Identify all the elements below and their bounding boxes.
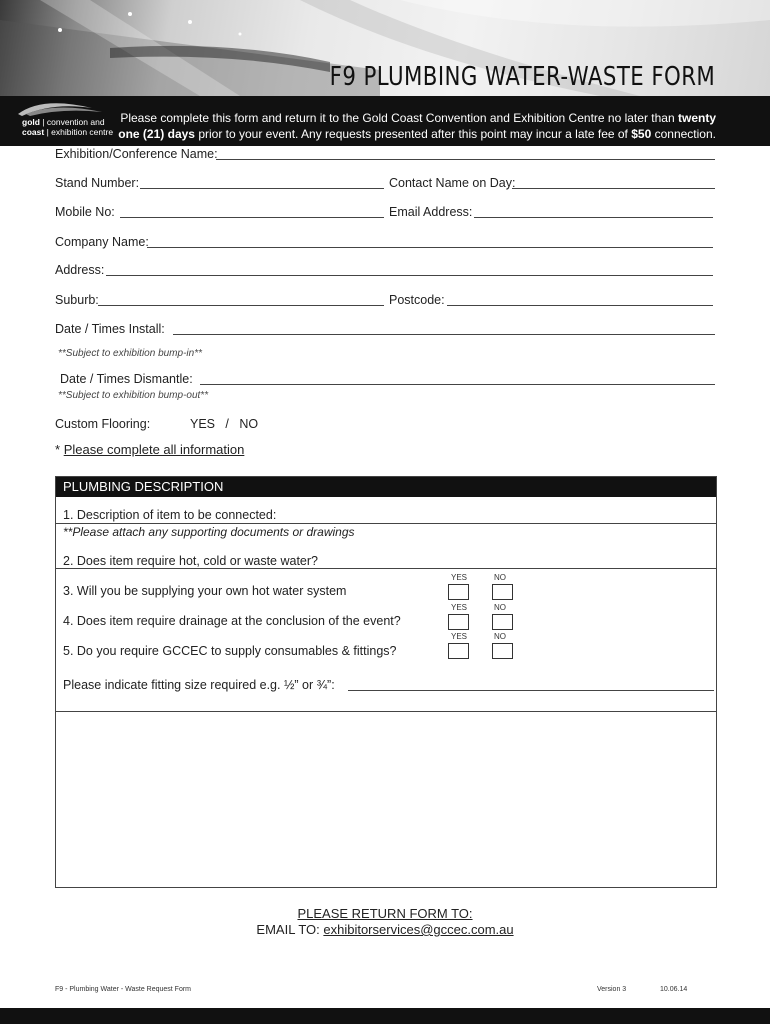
plumbing-section — [55, 476, 717, 888]
flooring-options[interactable]: YES / NO — [190, 417, 259, 431]
dismantle-field[interactable] — [200, 384, 715, 385]
fitting-size-field[interactable] — [348, 690, 714, 691]
q4-yes-checkbox[interactable] — [448, 614, 469, 630]
question-2-line[interactable] — [56, 568, 716, 569]
q4-no-checkbox[interactable] — [492, 614, 513, 630]
stand-label: Stand Number: — [55, 176, 140, 190]
exhibition-label: Exhibition/Conference Name: — [55, 147, 218, 161]
exhibition-field[interactable] — [216, 159, 715, 160]
install-label: Date / Times Install: — [55, 322, 165, 336]
install-field[interactable] — [173, 334, 715, 335]
stand-field[interactable] — [140, 188, 384, 189]
install-note: **Subject to exhibition bump-in** — [58, 348, 202, 359]
dismantle-note: **Subject to exhibition bump-out** — [58, 390, 209, 401]
q4-no-label: NO — [494, 603, 506, 612]
q5-yes-checkbox[interactable] — [448, 643, 469, 659]
address-label: Address: — [55, 263, 105, 277]
company-field[interactable] — [147, 247, 713, 248]
contact-label: Contact Name on Day: — [389, 176, 516, 190]
logo-text: gold | convention and coast | exhibition centre — [22, 117, 114, 137]
return-title: PLEASE RETURN FORM TO: — [297, 906, 473, 921]
fitting-row-divider — [56, 711, 716, 712]
q3-no-label: NO — [494, 573, 506, 582]
mobile-field[interactable] — [120, 217, 384, 218]
email-link[interactable]: exhibitorservices@gccec.com.au — [323, 922, 514, 937]
question-2: 2. Does item require hot, cold or waste water? — [63, 554, 318, 568]
contact-field[interactable] — [512, 188, 715, 189]
q5-no-checkbox[interactable] — [492, 643, 513, 659]
suburb-label: Suburb: — [55, 293, 99, 307]
email-label: Email Address: — [389, 205, 473, 219]
required-note: * Please complete all information — [55, 442, 245, 457]
q5-no-label: NO — [494, 632, 506, 641]
question-4: 4. Does item require drainage at the conclusion of the event? — [63, 614, 401, 628]
footer-date: 10.06.14 — [660, 986, 688, 993]
address-field[interactable] — [106, 275, 713, 276]
q3-yes-label: YES — [451, 573, 468, 582]
q4-yes-label: YES — [451, 603, 468, 612]
question-5: 5. Do you require GCCEC to supply consumables & fittings? — [63, 644, 397, 658]
company-label: Company Name: — [55, 235, 149, 249]
postcode-label: Postcode: — [389, 293, 445, 307]
flooring-label: Custom Flooring: — [55, 417, 151, 431]
form-title: F9 PLUMBING WATER-WASTE FORM — [329, 62, 715, 92]
intro-text: Please complete this form and return it to the Gold Coast Convention and Exhibition Centre no later than twenty one (21) days prior to your event. Any requests presented after this point may incur a late fee of $50 connection. — [118, 111, 716, 141]
postcode-field[interactable] — [447, 305, 713, 306]
question-1: 1. Description of item to be connected: — [63, 508, 277, 522]
question-3: 3. Will you be supplying your own hot water system — [63, 584, 347, 598]
q3-yes-checkbox[interactable] — [448, 584, 469, 600]
q5-yes-label: YES — [451, 632, 468, 641]
mobile-label: Mobile No: — [55, 205, 115, 219]
footer-version: Version 3 — [597, 986, 627, 993]
question-1-line[interactable] — [56, 523, 716, 524]
suburb-field[interactable] — [98, 305, 384, 306]
question-1-note: **Please attach any supporting documents or drawings — [63, 525, 355, 539]
bottom-bar — [0, 1008, 770, 1024]
footer-form-name: F9 - Plumbing Water - Waste Request Form — [55, 986, 192, 993]
notes-area[interactable] — [56, 713, 716, 887]
fitting-size-label: Please indicate fitting size required e.g. ½” or ¾”: — [63, 678, 335, 692]
dismantle-label: Date / Times Dismantle: — [60, 372, 193, 386]
plumbing-heading: PLUMBING DESCRIPTION — [56, 477, 716, 497]
return-email: EMAIL TO: exhibitorservices@gccec.com.au — [256, 922, 514, 937]
email-field[interactable] — [474, 217, 713, 218]
q3-no-checkbox[interactable] — [492, 584, 513, 600]
